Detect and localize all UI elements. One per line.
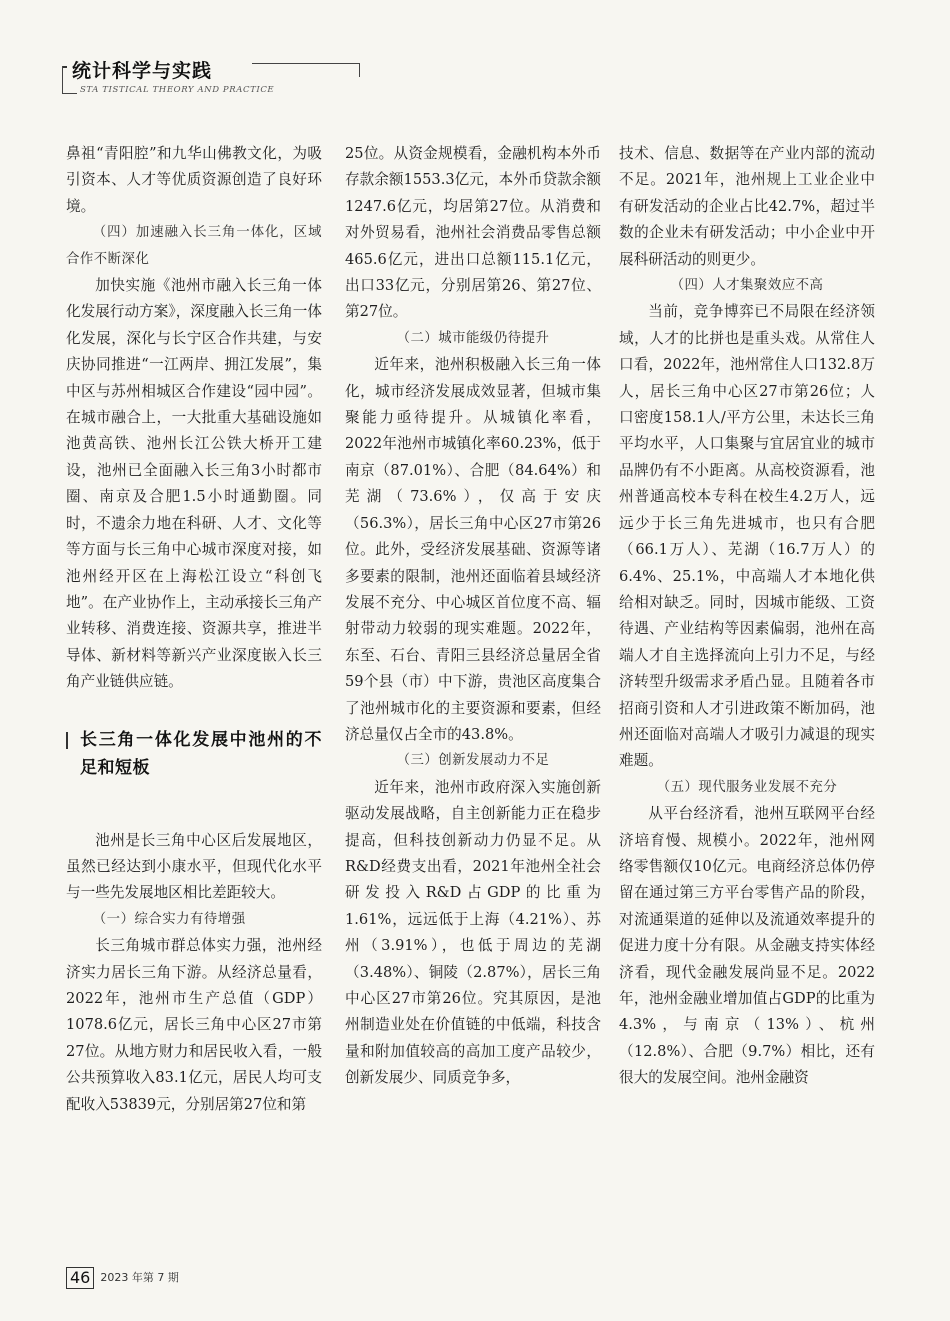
article-column-1 <box>66 141 322 1118</box>
article-column-2 <box>345 141 601 1092</box>
paragraph: 池州是长三角中心区后发展地区，虽然已经达到小康水平，但现代化水平与一些先发展地区相比差距较大。 <box>66 831 322 902</box>
paragraph: 加快实施《池州市融入长三角一体化发展行动方案》，深度融入长三角一体化发展，深化与长宁区合作共建，与安庆协同推进“一江两岸、拥江发展”，集中区与苏州相城区合作建设“园中园”。在城市融合上，一大批重大基础设施如池黄高铁、池州长江公铁大桥开工建设，池州已全面融入长三角3小时都市圈、南京及合肥1.5小时通勤圈。同时，不遗余力地在科研、人才、文化等等方面与长三角中心城市深度对接，如池州经开区在上海松江设立“科创飞地”。在产业协作上，主动承接长三角产业转移、消费连接、资源共享，推进半导体、新材料等新兴产业深度嵌入长三角产业链供应链。 <box>66 277 322 691</box>
subsection-heading: （四）人才集聚效应不高 <box>670 278 824 294</box>
paragraph: 近年来，池州市政府深入实施创新驱动发展战略，自主创新能力正在稳步提高，但科技创新动力仍显不足。从R&D经费支出看，2021年池州全社会研发投入R&D占GDP的比重为1.61%，远远低于上海（4.21%）、苏州（3.91%），也低于周边的芜湖（3.48%）、铜陵（2.87%），居长三角中心区27市第26位。究其原因，是池州制造业处在价值链的中低端，科技含量和附加值较高的高加工度产品较少，创新发展少、同质竞争多， <box>345 778 601 1087</box>
paragraph: 近年来，池州积极融入长三角一体化，城市经济发展成效显著，但城市集聚能力亟待提升。从城镇化率看，2022年池州市城镇化率60.23%，低于南京（87.01%）、合肥（84.64%）和芜湖（73.6%），仅高于安庆（56.3%），居长三角中心区27市第26位。此外，受经济发展基础、资源等诸多要素的限制，池州还面临着县域经济发展不充分、中心城区首位度不高、辐射带动力较弱的现实难题。2022年，东至、石台、青阳三县经济总量居全省59个县（市）中下游，贵池区高度集合了池州城市化的主要资源和要素，但经济总量仅占全市的43.8%。 <box>345 356 601 743</box>
paragraph: 当前，竞争博弈已不局限在经济领域，人才的比拼也是重头戏。从常住人口看，2022年，池州常住人口132.8万人，居长三角中心区27市第26位；人口密度158.1人/平方公里，未达长三角平均水平，人口集聚与宜居宜业的城市品牌仍有不小距离。从高校资源看，池州普通高校本专科在校生4.2万人，远远少于长三角先进城市，也只有合肥（66.1万人）、芜湖（16.7万人）的6.4%、25.1%，中高端人才本地化供给相对缺乏。同时，因城市能级、工资待遇、产业结构等因素偏弱，池州在高端人才自主选择流向上引力不足，与经济转型升级需求矛盾凸显。且随着各市招商引资和人才引进政策不断加码，池州还面临对高端人才吸引力减退的现实难题。 <box>619 303 875 770</box>
header-rule <box>62 93 77 94</box>
section-heading <box>66 726 322 782</box>
page-number: 46 <box>66 1267 94 1289</box>
header-rule <box>62 66 63 94</box>
article-column-3 <box>619 141 875 1092</box>
paragraph: 25位。从资金规模看，金融机构本外币存款余额1553.3亿元，本外币贷款余额1247.6亿元，均居第27位。从消费和对外贸易看，池州社会消费品零售总额465.6亿元，进出口总额115.1亿元，出口33亿元，分别居第26、第27位、第27位。 <box>345 145 601 321</box>
journal-header <box>62 52 312 102</box>
page-footer <box>66 1267 179 1291</box>
subsection-heading: （三）创新发展动力不足 <box>396 753 550 769</box>
subsection-heading: （五）现代服务业发展不充分 <box>656 779 838 795</box>
journal-subtitle: STA TISTICAL THEORY AND PRACTICE <box>80 85 275 95</box>
paragraph: 从平台经济看，池州互联网平台经济培育慢、规模小。2022年，池州网络零售额仅10亿元。电商经济总体仍停留在通过第三方平台零售产品的阶段，对流通渠道的延伸以及流通效率提升的促进力度十分有限。从金融支持实体经济看，现代金融发展尚显不足。2022年，池州金融业增加值占GDP的比重为4.3%，与南京（13%）、杭州（12.8%）、合肥（9.7%）相比，还有很大的发展空间。池州金融资 <box>619 805 875 1087</box>
header-rule <box>252 63 360 64</box>
paragraph: 鼻祖“青阳腔”和九华山佛教文化，为吸引资本、人才等优质资源创造了良好环境。 <box>66 145 322 215</box>
section-heading-text: 长三角一体化发展中池州的不足和短板 <box>80 729 322 778</box>
subsection-heading: （二）城市能级仍待提升 <box>396 330 550 346</box>
header-rule <box>359 63 360 77</box>
paragraph: 技术、信息、数据等在产业内部的流动不足。2021年，池州规上工业企业中有研发活动的企业占比42.7%，超过半数的企业未有研发活动；中小企业中开展科研活动的则更少。 <box>619 145 875 268</box>
journal-title: 统计科学与实践 <box>72 60 213 82</box>
heading-bar <box>66 732 68 749</box>
subsection-heading: （一）综合实力有待增强 <box>92 911 246 927</box>
paragraph: 长三角城市群总体实力强，池州经济实力居长三角下游。从经济总量看，2022年，池州市生产总值（GDP）1078.6亿元，居长三角中心区27市第27位。从地方财力和居民收入看，一般公共预算收入83.1亿元，居民人均可支配收入53839元，分别居第27位和第 <box>66 937 322 1113</box>
subsection-heading: （四）加速融入长三角一体化，区域合作不断深化 <box>66 225 322 267</box>
issue-label: 2023 年第 7 期 <box>100 1271 179 1284</box>
